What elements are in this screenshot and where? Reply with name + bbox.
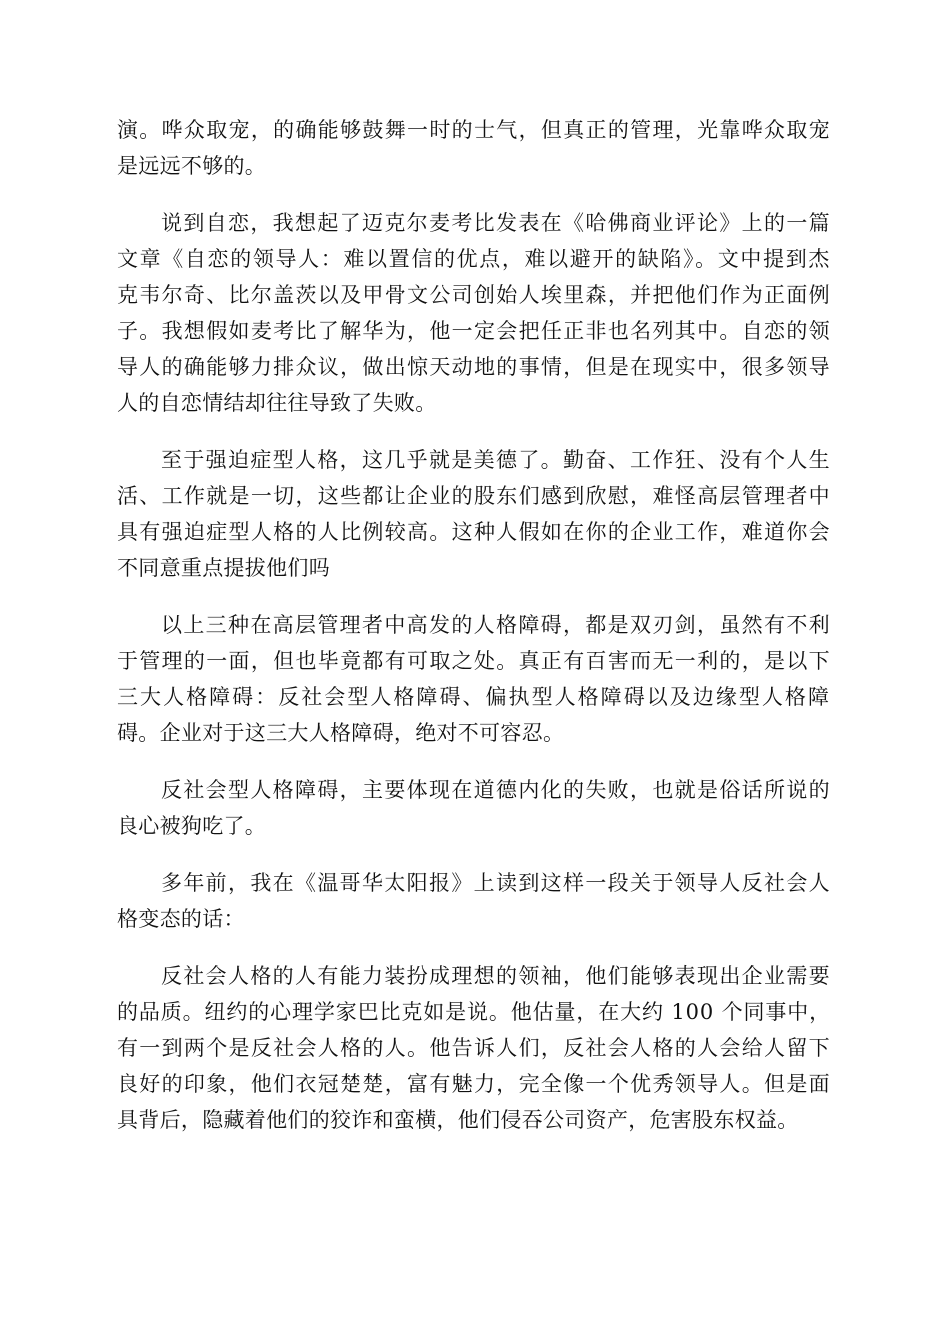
text-line: 人的自恋情结却往往导致了失败。 bbox=[117, 391, 437, 415]
text-line: 不同意重点提拔他们吗 bbox=[117, 556, 330, 580]
text-line: 以上三种在高层管理者中高发的人格障碍，都是双刃剑，虽然有不利 bbox=[161, 613, 831, 637]
text-line: 说到自恋，我想起了迈克尔麦考比发表在《哈佛商业评论》上的一篇 bbox=[161, 211, 831, 235]
text-line: 三大人格障碍：反社会型人格障碍、偏执型人格障碍以及边缘型人格障 bbox=[117, 685, 831, 709]
text-line: 有一到两个是反社会人格的人。他告诉人们，反社会人格的人会给人留下 bbox=[117, 1036, 831, 1060]
text-line: 导人的确能够力排众议，做出惊天动地的事情，但是在现实中，很多领导 bbox=[117, 355, 831, 379]
text-line: 良心被狗吃了。 bbox=[117, 814, 267, 838]
text-line: 多年前，我在《温哥华太阳报》上读到这样一段关于领导人反社会人 bbox=[161, 871, 831, 895]
text-line: 格变态的话： bbox=[117, 907, 245, 931]
text-line: 于管理的一面，但也毕竟都有可取之处。真正有百害而无一利的，是以下 bbox=[117, 649, 831, 673]
paragraph bbox=[117, 865, 831, 937]
text-line: 演。哗众取宠，的确能够鼓舞一时的士气，但真正的管理，光靠哗众取宠 bbox=[117, 118, 831, 142]
text-line: 的品质。纽约的心理学家巴比克如是说。他估量，在大约 100 个同事中， bbox=[117, 1000, 831, 1024]
text-line: 反社会人格的人有能力装扮成理想的领袖，他们能够表现出企业需要 bbox=[161, 964, 831, 988]
paragraph bbox=[117, 205, 831, 421]
text-line: 良好的印象，他们衣冠楚楚，富有魅力，完全像一个优秀领导人。但是面 bbox=[117, 1072, 831, 1096]
paragraph bbox=[117, 958, 831, 1138]
text-line: 具有强迫症型人格的人比例较高。这种人假如在你的企业工作，难道你会 bbox=[117, 520, 831, 544]
paragraph bbox=[117, 607, 831, 751]
paragraph bbox=[117, 772, 831, 844]
paragraph bbox=[117, 442, 831, 586]
text-line: 子。我想假如麦考比了解华为，他一定会把任正非也名列其中。自恋的领 bbox=[117, 319, 831, 343]
text-line: 克韦尔奇、比尔盖茨以及甲骨文公司创始人埃里森，并把他们作为正面例 bbox=[117, 283, 831, 307]
text-line: 反社会型人格障碍，主要体现在道德内化的失败，也就是俗话所说的 bbox=[161, 778, 831, 802]
paragraph bbox=[117, 112, 831, 184]
text-line: 碍。企业对于这三大人格障碍，绝对不可容忍。 bbox=[117, 721, 565, 745]
text-line: 是远远不够的。 bbox=[117, 154, 267, 178]
text-line: 文章《自恋的领导人：难以置信的优点，难以避开的缺陷》。文中提到杰 bbox=[117, 247, 831, 271]
text-line: 至于强迫症型人格，这几乎就是美德了。勤奋、工作狂、没有个人生 bbox=[161, 448, 831, 472]
text-line: 具背后，隐藏着他们的狡诈和蛮横，他们侵吞公司资产，危害股东权益。 bbox=[117, 1108, 799, 1132]
document-body bbox=[117, 112, 831, 1159]
text-line: 活、工作就是一切，这些都让企业的股东们感到欣慰，难怪高层管理者中 bbox=[117, 484, 831, 508]
